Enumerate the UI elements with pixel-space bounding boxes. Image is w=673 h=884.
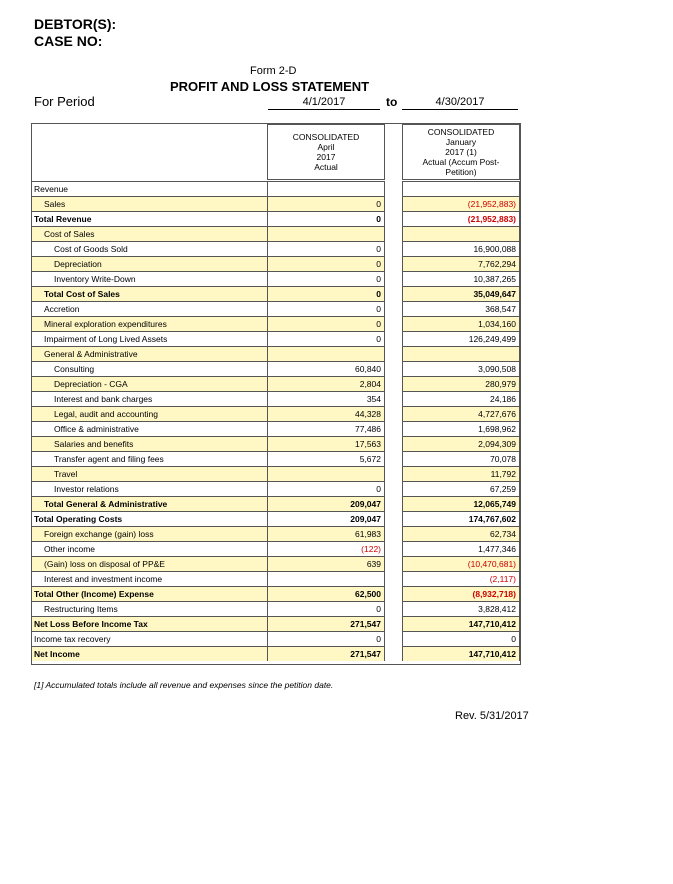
table-row bbox=[32, 361, 520, 376]
cumulative-value: 368,547 bbox=[402, 301, 520, 316]
table-row bbox=[32, 271, 520, 286]
cumulative-value: 1,034,160 bbox=[402, 316, 520, 331]
table-row bbox=[32, 496, 520, 511]
current-month-value: 0 bbox=[267, 301, 385, 316]
cumulative-value: 4,727,676 bbox=[402, 406, 520, 421]
current-month-value: 0 bbox=[267, 286, 385, 301]
cumulative-value: (21,952,883) bbox=[402, 196, 520, 211]
current-month-value: 0 bbox=[267, 601, 385, 616]
row-label: Legal, audit and accounting bbox=[32, 406, 267, 421]
table-row bbox=[32, 436, 520, 451]
column-header-line: April bbox=[317, 142, 335, 152]
for-period-label: For Period bbox=[34, 94, 95, 109]
cumulative-value: 10,387,265 bbox=[402, 271, 520, 286]
row-label: Net Loss Before Income Tax bbox=[32, 616, 267, 631]
period-end-date: 4/30/2017 bbox=[402, 96, 518, 110]
current-month-value bbox=[267, 226, 385, 241]
cumulative-value: (2,117) bbox=[402, 571, 520, 586]
table-row bbox=[32, 526, 520, 541]
cumulative-value: (21,952,883) bbox=[402, 211, 520, 226]
column-header-line: Actual (Accum Post- bbox=[422, 157, 500, 167]
table-row bbox=[32, 451, 520, 466]
current-month-value: 271,547 bbox=[267, 646, 385, 661]
current-month-value bbox=[267, 181, 385, 196]
row-label: Other income bbox=[32, 541, 267, 556]
current-month-value: 0 bbox=[267, 631, 385, 646]
current-month-value: 209,047 bbox=[267, 511, 385, 526]
revision-date: Rev. 5/31/2017 bbox=[455, 710, 529, 722]
column-header-current bbox=[267, 124, 385, 180]
current-month-value: 0 bbox=[267, 316, 385, 331]
cumulative-value: (10,470,681) bbox=[402, 556, 520, 571]
table-row bbox=[32, 316, 520, 331]
row-label: Cost of Sales bbox=[32, 226, 267, 241]
current-month-value: 17,563 bbox=[267, 436, 385, 451]
current-month-value: 354 bbox=[267, 391, 385, 406]
table-row bbox=[32, 556, 520, 571]
cumulative-value: 11,792 bbox=[402, 466, 520, 481]
debtors-label: DEBTOR(S): bbox=[34, 16, 117, 32]
case-number-label: CASE NO: bbox=[34, 33, 103, 49]
cumulative-value: 7,762,294 bbox=[402, 256, 520, 271]
row-label: Inventory Write-Down bbox=[32, 271, 267, 286]
cumulative-value: 280,979 bbox=[402, 376, 520, 391]
cumulative-value: (8,932,718) bbox=[402, 586, 520, 601]
column-header-line: CONSOLIDATED bbox=[427, 127, 495, 137]
row-label: Depreciation - CGA bbox=[32, 376, 267, 391]
current-month-value: 0 bbox=[267, 331, 385, 346]
cumulative-value: 3,090,508 bbox=[402, 361, 520, 376]
row-label: Office & administrative bbox=[32, 421, 267, 436]
current-month-value: 0 bbox=[267, 256, 385, 271]
column-header-cumulative bbox=[402, 124, 520, 180]
table-row bbox=[32, 646, 520, 661]
table-row bbox=[32, 241, 520, 256]
row-label: Revenue bbox=[32, 181, 267, 196]
cumulative-value: 70,078 bbox=[402, 451, 520, 466]
cumulative-value: 147,710,412 bbox=[402, 646, 520, 661]
row-label: Depreciation bbox=[32, 256, 267, 271]
table-row bbox=[32, 391, 520, 406]
cumulative-value: 67,259 bbox=[402, 481, 520, 496]
table-row bbox=[32, 601, 520, 616]
row-label: Foreign exchange (gain) loss bbox=[32, 526, 267, 541]
table-row bbox=[32, 346, 520, 361]
row-label: Cost of Goods Sold bbox=[32, 241, 267, 256]
table-row bbox=[32, 376, 520, 391]
row-label: Interest and bank charges bbox=[32, 391, 267, 406]
current-month-value: 0 bbox=[267, 196, 385, 211]
row-label: General & Administrative bbox=[32, 346, 267, 361]
row-label: Consulting bbox=[32, 361, 267, 376]
row-label: Net Income bbox=[32, 646, 267, 661]
row-label: Salaries and benefits bbox=[32, 436, 267, 451]
row-label: Total Cost of Sales bbox=[32, 286, 267, 301]
row-label: Sales bbox=[32, 196, 267, 211]
current-month-value: 44,328 bbox=[267, 406, 385, 421]
table-row bbox=[32, 181, 520, 196]
table-row bbox=[32, 616, 520, 631]
cumulative-value: 2,094,309 bbox=[402, 436, 520, 451]
current-month-value: 0 bbox=[267, 211, 385, 226]
cumulative-value: 147,710,412 bbox=[402, 616, 520, 631]
current-month-value: (122) bbox=[267, 541, 385, 556]
row-label: Accretion bbox=[32, 301, 267, 316]
column-header-line: January bbox=[445, 137, 477, 147]
table-row bbox=[32, 406, 520, 421]
row-label: Total General & Administrative bbox=[32, 496, 267, 511]
current-month-value: 0 bbox=[267, 481, 385, 496]
row-label: (Gain) loss on disposal of PP&E bbox=[32, 556, 267, 571]
row-label: Total Other (Income) Expense bbox=[32, 586, 267, 601]
current-month-value bbox=[267, 571, 385, 586]
row-label: Total Revenue bbox=[32, 211, 267, 226]
cumulative-value: 35,049,647 bbox=[402, 286, 520, 301]
cumulative-value: 174,767,602 bbox=[402, 511, 520, 526]
form-number: Form 2-D bbox=[250, 65, 297, 77]
current-month-value: 5,672 bbox=[267, 451, 385, 466]
column-header-line: CONSOLIDATED bbox=[292, 132, 360, 142]
footnote: [1] Accumulated totals include all revenue and expenses since the petition date. bbox=[34, 680, 334, 690]
table-row bbox=[32, 511, 520, 526]
profit-loss-table bbox=[31, 123, 521, 665]
table-row bbox=[32, 481, 520, 496]
table-body bbox=[32, 181, 520, 661]
table-row bbox=[32, 541, 520, 556]
cumulative-value: 62,734 bbox=[402, 526, 520, 541]
current-month-value: 0 bbox=[267, 271, 385, 286]
table-row bbox=[32, 196, 520, 211]
table-row bbox=[32, 226, 520, 241]
cumulative-value bbox=[402, 346, 520, 361]
page-title: PROFIT AND LOSS STATEMENT bbox=[170, 79, 370, 94]
column-header-line: Actual bbox=[314, 162, 338, 172]
row-label: Mineral exploration expenditures bbox=[32, 316, 267, 331]
current-month-value: 271,547 bbox=[267, 616, 385, 631]
table-row bbox=[32, 286, 520, 301]
period-start-date: 4/1/2017 bbox=[268, 96, 380, 110]
table-row bbox=[32, 571, 520, 586]
table-row bbox=[32, 421, 520, 436]
table-row bbox=[32, 586, 520, 601]
cumulative-value: 12,065,749 bbox=[402, 496, 520, 511]
table-row bbox=[32, 301, 520, 316]
table-row bbox=[32, 256, 520, 271]
cumulative-value bbox=[402, 226, 520, 241]
cumulative-value: 1,477,346 bbox=[402, 541, 520, 556]
column-header-line: 2017 (1) bbox=[445, 147, 477, 157]
row-label: Restructuring Items bbox=[32, 601, 267, 616]
current-month-value: 209,047 bbox=[267, 496, 385, 511]
current-month-value: 77,486 bbox=[267, 421, 385, 436]
cumulative-value: 16,900,088 bbox=[402, 241, 520, 256]
table-row bbox=[32, 631, 520, 646]
current-month-value: 639 bbox=[267, 556, 385, 571]
current-month-value: 2,804 bbox=[267, 376, 385, 391]
cumulative-value: 24,186 bbox=[402, 391, 520, 406]
current-month-value bbox=[267, 346, 385, 361]
current-month-value: 61,983 bbox=[267, 526, 385, 541]
cumulative-value: 0 bbox=[402, 631, 520, 646]
current-month-value bbox=[267, 466, 385, 481]
row-label: Interest and investment income bbox=[32, 571, 267, 586]
row-label: Transfer agent and filing fees bbox=[32, 451, 267, 466]
column-header-line: 2017 bbox=[316, 152, 336, 162]
current-month-value: 62,500 bbox=[267, 586, 385, 601]
row-label: Travel bbox=[32, 466, 267, 481]
cumulative-value: 3,828,412 bbox=[402, 601, 520, 616]
row-label: Income tax recovery bbox=[32, 631, 267, 646]
table-row bbox=[32, 331, 520, 346]
current-month-value: 0 bbox=[267, 241, 385, 256]
row-label: Investor relations bbox=[32, 481, 267, 496]
column-header-line: Petition) bbox=[445, 167, 477, 177]
cumulative-value: 1,698,962 bbox=[402, 421, 520, 436]
row-label: Impairment of Long Lived Assets bbox=[32, 331, 267, 346]
cumulative-value: 126,249,499 bbox=[402, 331, 520, 346]
table-row bbox=[32, 466, 520, 481]
table-row bbox=[32, 211, 520, 226]
current-month-value: 60,840 bbox=[267, 361, 385, 376]
cumulative-value bbox=[402, 181, 520, 196]
to-label: to bbox=[386, 95, 398, 109]
row-label: Total Operating Costs bbox=[32, 511, 267, 526]
